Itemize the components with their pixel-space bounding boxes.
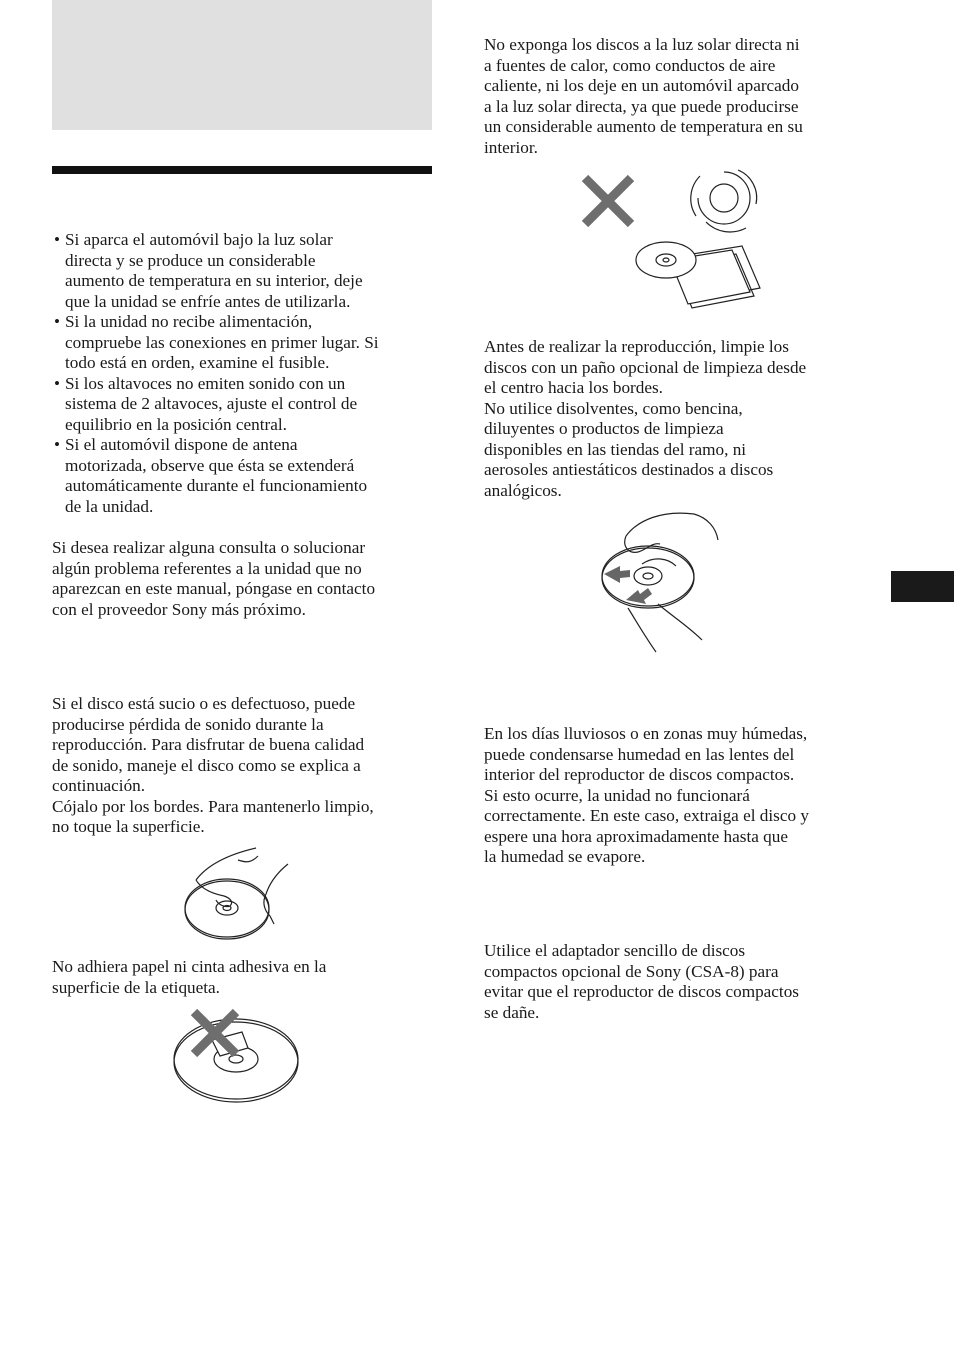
header-box — [52, 0, 432, 130]
list-item: • Si aparca el automóvil bajo la luz solar directa y se produce un considerable aumento de temperatura en su interior, deje que la unidad se enfríe antes de utilizarla. — [52, 230, 437, 312]
list-item: • Si el automóvil dispone de antena motorizada, observe que ésta se extenderá automáticamente durante el funcionamiento de la unidad. — [52, 435, 437, 517]
cleaning-paragraph: Antes de realizar la reproducción, limpie los discos con un paño opcional de limpieza desde el centro hacia los bordes. No utilice disolventes, como bencina, diluyentes o productos de limpieza disponibles en las tiendas del ramo, ni aerosoles antiestáticos destinados a discos analógicos. — [484, 337, 807, 500]
no-paper-paragraph: No adhiera papel ni cinta adhesiva en la superficie de la etiqueta. — [52, 957, 327, 997]
cleaning-disc-hand-icon — [598, 506, 728, 654]
list-item: • Si los altavoces no emiten sonido con un sistema de 2 altavoces, ajuste el control de equilibrio en la posición central. — [52, 374, 437, 436]
page-edge-tab — [891, 571, 954, 602]
no-sun-paragraph: No exponga los discos a la luz solar directa ni a fuentes de calor, como conductos de aire caliente, ni los deje en un automóvil aparcado a la luz solar directa, ya que puede producirse un considerable aumento de temperatura en su interior. — [484, 35, 803, 157]
dirty-disc-paragraph: Si el disco está sucio o es defectuoso, puede producirse pérdida de sonido durante la reproducción. Para disfrutar de buena calidad de sonido, maneje el disco como se explica a continuación. Cójalo por los bordes. Para mantenerlo limpio, no toque la superficie. — [52, 694, 374, 836]
disc-in-sun-crossed-icon — [578, 164, 768, 310]
contact-paragraph: Si desea realizar alguna consulta o solucionar algún problema referentes a la unidad que no aparezcan en este manual, póngase en contacto con el proveedor Sony más próximo. — [52, 538, 376, 619]
list-item: • Si la unidad no recibe alimentación, compruebe las conexiones en primer lugar. Si todo está en orden, examine el fusible. — [52, 312, 437, 374]
precautions-list — [52, 230, 437, 517]
humidity-paragraph: En los días lluviosos o en zonas muy húmedas, puede condensarse humedad en las lentes del interior del reproductor de discos compactos. Si esto ocurre, la unidad no funcionará correctamente. En este caso, extraiga el disco y espere una hora aproximadamente hasta que la humedad se evapore. — [484, 724, 809, 866]
section-rule — [52, 166, 432, 174]
adapter-paragraph: Utilice el adaptador sencillo de discos compactos opcional de Sony (CSA-8) para evitar que el reproductor de discos compactos se dañe. — [484, 941, 799, 1022]
hand-holding-disc-icon — [178, 846, 298, 941]
disc-with-tape-crossed-icon — [168, 1004, 304, 1106]
